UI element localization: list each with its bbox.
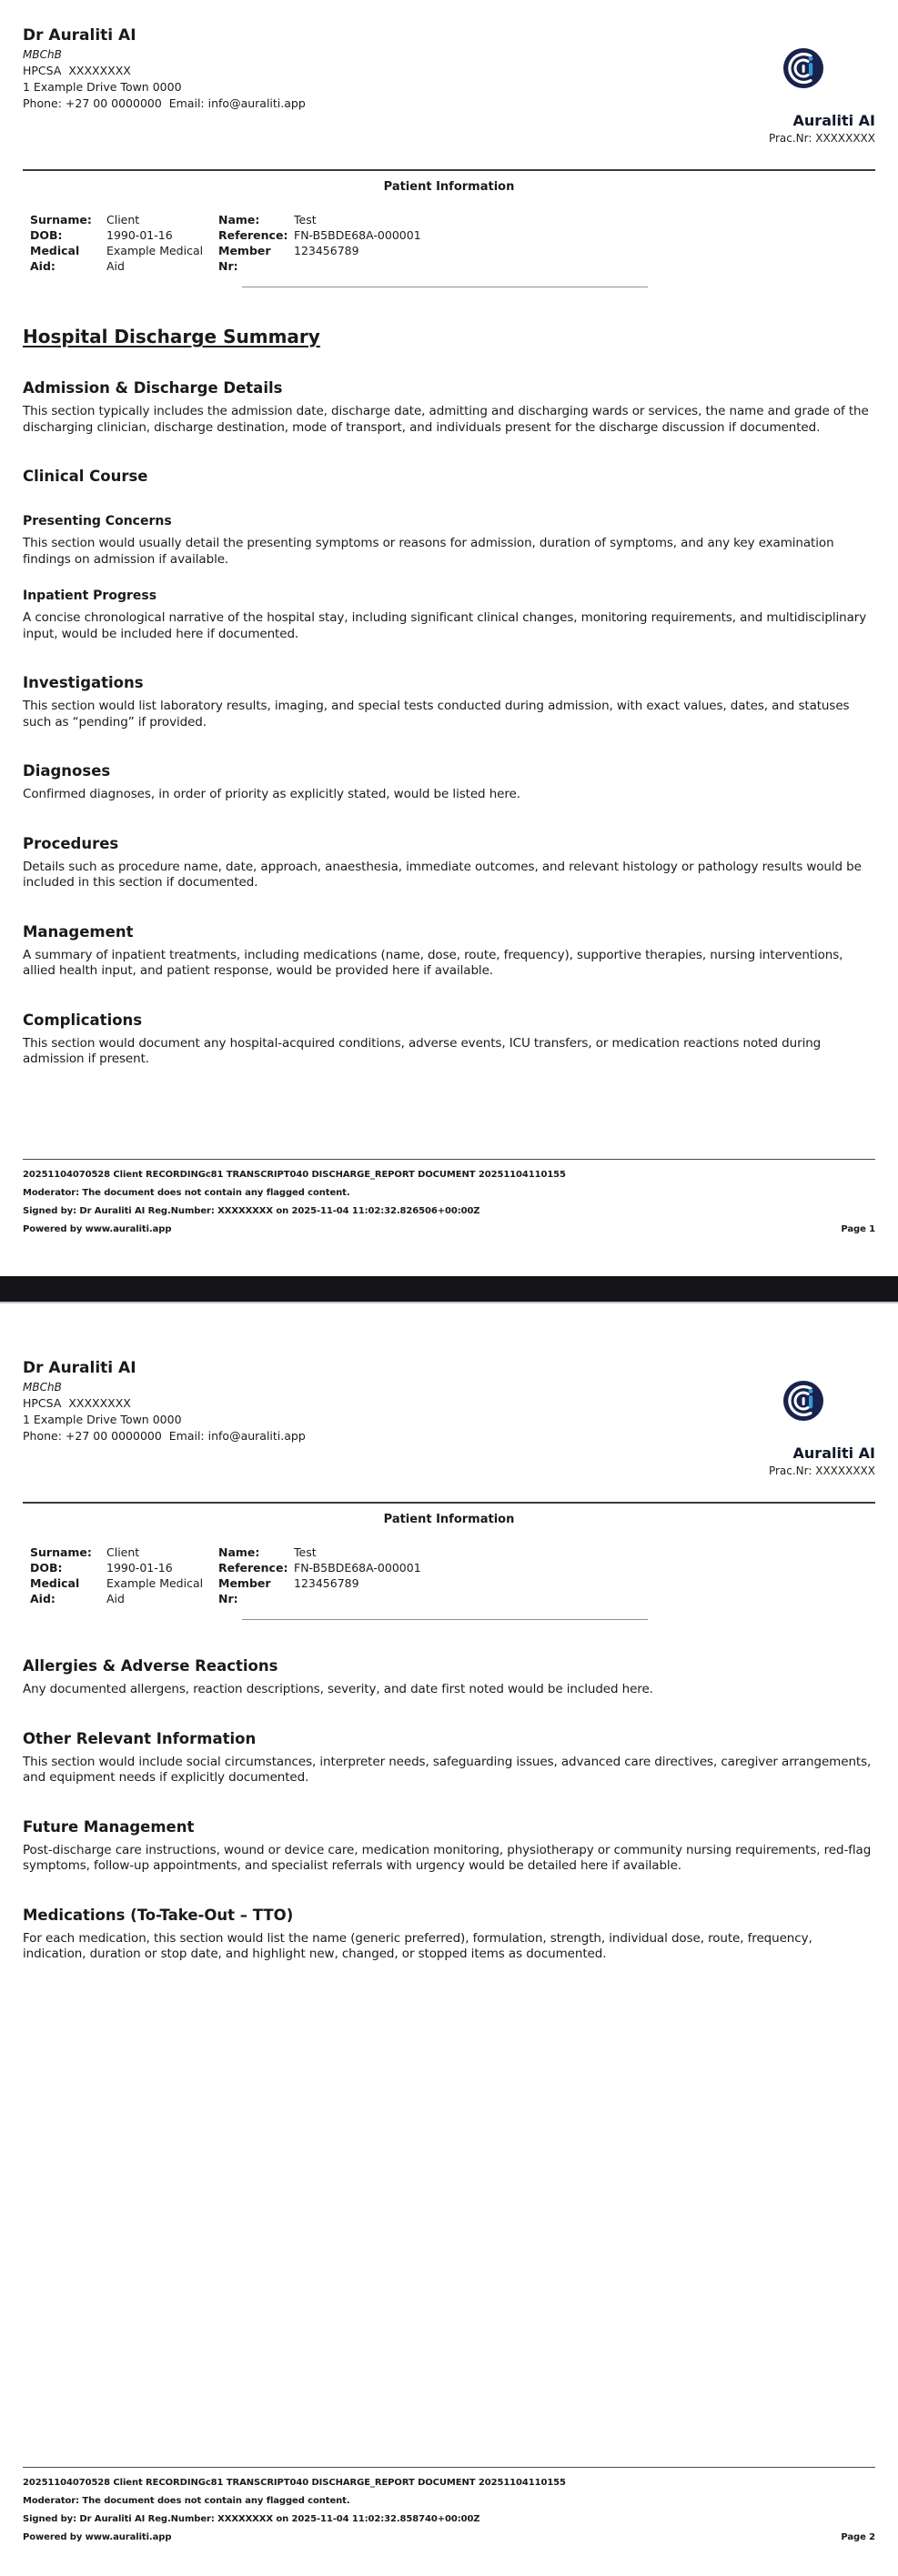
section-body: Details such as procedure name, date, approach, anaesthesia, immediate outcomes, and relevant histology or pathology results would be included in this section if documented.: [23, 859, 862, 890]
section-investigations: [23, 673, 875, 730]
section-diagnoses: [23, 761, 875, 803]
section-body: A summary of inpatient treatments, including medications (name, dose, route, frequency), supportive therapies, nursing interventions, allied health input, and patient response, would be provided here if available.: [23, 947, 843, 978]
doctor-registration: HPCSA XXXXXXXX: [23, 64, 131, 77]
patient-info-table: [23, 212, 875, 274]
section-body: Post-discharge care instructions, wound or device care, medication monitoring, physiotherapy or community nursing requirements, red-flag symptoms, follow-up appointments, and specialist referrals with urgency would be detailed here if available.: [23, 1842, 872, 1873]
page-footer: [23, 1159, 875, 1235]
section-heading: Inpatient Progress: [23, 589, 157, 603]
section-body: Any documented allergens, reaction descriptions, severity, and date first noted would be included here.: [23, 1682, 653, 1696]
footer-signed-by: Signed by: Dr Auraliti AI Reg.Number: XXXXXXXX on 2025-11-04 11:02:32.826506+00:00Z: [23, 1206, 480, 1216]
patient-membernr-label: Member Nr:: [218, 1576, 271, 1605]
patient-medicalaid-value: Example Medical Aid: [106, 244, 204, 273]
section-management: [23, 922, 875, 980]
patient-reference-label: Reference:: [218, 228, 288, 242]
patient-dob-value: 1990-01-16: [106, 228, 173, 242]
section-heading: Diagnoses: [23, 762, 111, 780]
brand-name: Auraliti AI: [792, 112, 875, 129]
section-heading: Procedures: [23, 834, 119, 852]
patient-reference-label: Reference:: [218, 1561, 288, 1575]
patient-name-value: Test: [294, 213, 317, 226]
patient-dob-value: 1990-01-16: [106, 1561, 173, 1575]
section-other-relevant-information: [23, 1729, 875, 1786]
section-future-management: [23, 1817, 875, 1875]
section-body: For each medication, this section would list the name (generic preferred), formulation, strength, individual dose, route, frequency, indication, duration or stop date, and highlight new, changed, or stopped items as documented.: [23, 1930, 812, 1961]
letterhead: [23, 25, 875, 144]
patient-dob-label: DOB:: [30, 228, 63, 242]
header-divider: [23, 169, 875, 171]
footer-powered-by: Powered by www.auraliti.app: [23, 2532, 172, 2542]
practice-number: Prac.Nr: XXXXXXXX: [768, 132, 875, 145]
patient-name-label: Name:: [218, 1545, 260, 1559]
auraliti-logo-icon: [782, 47, 824, 89]
footer-signed-by: Signed by: Dr Auraliti AI Reg.Number: XXXXXXXX on 2025-11-04 11:02:32.858740+00:00Z: [23, 2514, 480, 2524]
section-heading: Future Management: [23, 1817, 195, 1836]
section-heading: Complications: [23, 1011, 143, 1029]
section-heading: Management: [23, 922, 134, 941]
section-body: A concise chronological narrative of the hospital stay, including significant clinical changes, monitoring requirements, and multidisciplinary input, would be included here if documented.: [23, 610, 867, 641]
brand-block: [769, 1380, 875, 1478]
section-heading: Investigations: [23, 674, 144, 691]
section-heading: Clinical Course: [23, 468, 148, 485]
auraliti-logo-icon: [782, 1380, 824, 1422]
patient-name-value: Test: [294, 1545, 317, 1559]
section-presenting-concerns: [23, 513, 875, 568]
patient-name-label: Name:: [218, 213, 260, 226]
section-heading: Admission & Discharge Details: [23, 379, 283, 397]
patient-reference-value: FN-B5BDE68A-000001: [294, 228, 421, 242]
practice-contact: Phone: +27 00 0000000 Email: info@auraliti.app: [23, 1429, 306, 1443]
patient-membernr-value: 123456789: [294, 244, 359, 257]
patient-medicalaid-value: Example Medical Aid: [106, 1576, 204, 1605]
practice-address: 1 Example Drive Town 0000: [23, 1413, 182, 1426]
footer-page-number: Page 2: [841, 2532, 875, 2542]
patient-info-title: Patient Information: [383, 180, 515, 194]
section-body: Confirmed diagnoses, in order of priority as explicitly stated, would be listed here.: [23, 787, 520, 801]
doctor-name: Dr Auraliti AI: [23, 26, 136, 45]
patient-membernr-value: 123456789: [294, 1576, 359, 1590]
patient-info-divider: [242, 1619, 648, 1620]
patient-membernr-label: Member Nr:: [218, 244, 271, 273]
page-1: [0, 0, 898, 1276]
footer-page-number: Page 1: [841, 1224, 875, 1234]
footer-document-reference: 20251104070528 Client RECORDINGc81 TRANSCRIPT040 DISCHARGE_REPORT DOCUMENT 20251104110155: [23, 1170, 566, 1180]
patient-info-table: [23, 1545, 875, 1606]
doctor-qualification: MBChB: [23, 1381, 62, 1394]
section-body: This section would include social circumstances, interpreter needs, safeguarding issues, advanced care directives, caregiver arrangements, and equipment needs if explicitly documented.: [23, 1754, 872, 1785]
footer-powered-by: Powered by www.auraliti.app: [23, 1224, 172, 1234]
section-heading: Other Relevant Information: [23, 1729, 257, 1747]
section-body: This section would document any hospital-acquired conditions, adverse events, ICU transfers, or medication reactions noted during admission if present.: [23, 1035, 822, 1066]
document-title: Hospital Discharge Summary: [23, 326, 320, 347]
page-footer: [23, 2467, 875, 2543]
patient-medicalaid-label: Medical Aid:: [30, 244, 80, 273]
brand-block: [769, 47, 875, 146]
section-heading: Medications (To-Take-Out – TTO): [23, 1906, 294, 1924]
practice-address: 1 Example Drive Town 0000: [23, 80, 182, 94]
section-heading: Presenting Concerns: [23, 514, 172, 528]
footer-document-reference: 20251104070528 Client RECORDINGc81 TRANSCRIPT040 DISCHARGE_REPORT DOCUMENT 20251104110155: [23, 2478, 566, 2488]
page-break-band: [0, 1276, 898, 1303]
patient-medicalaid-label: Medical Aid:: [30, 1576, 80, 1605]
footer-moderator-note: Moderator: The document does not contain any flagged content.: [23, 1188, 350, 1198]
section-allergies-adverse-reactions: [23, 1656, 875, 1698]
section-clinical-course: [23, 467, 875, 486]
doctor-qualification: MBChB: [23, 48, 62, 61]
section-admission-discharge-details: [23, 378, 875, 436]
section-body: This section would list laboratory results, imaging, and special tests conducted during admission, with exact values, dates, and statuses such as “pending” if provided.: [23, 699, 850, 730]
patient-surname-value: Client: [106, 213, 140, 226]
section-procedures: [23, 834, 875, 891]
section-heading: Allergies & Adverse Reactions: [23, 1657, 278, 1675]
patient-surname-value: Client: [106, 1545, 140, 1559]
doctor-name: Dr Auraliti AI: [23, 1359, 136, 1377]
patient-dob-label: DOB:: [30, 1561, 63, 1575]
section-body: This section would usually detail the presenting symptoms or reasons for admission, duration of symptoms, and any key examination findings on admission if available.: [23, 536, 834, 567]
doctor-registration: HPCSA XXXXXXXX: [23, 1396, 131, 1410]
brand-name: Auraliti AI: [792, 1444, 875, 1462]
practice-number: Prac.Nr: XXXXXXXX: [768, 1464, 875, 1477]
footer-moderator-note: Moderator: The document does not contain any flagged content.: [23, 2496, 350, 2506]
section-medications-tto: [23, 1906, 875, 1963]
section-complications: [23, 1011, 875, 1068]
patient-surname-label: Surname:: [30, 213, 92, 226]
patient-surname-label: Surname:: [30, 1545, 92, 1559]
letterhead: [23, 1358, 875, 1476]
page-2: [0, 1303, 898, 2574]
section-body: This section typically includes the admission date, discharge date, admitting and discharging wards or services, the name and grade of the discharging clinician, discharge destination, mode of transport, and individuals present for the discharge discussion if documented.: [23, 404, 869, 435]
section-inpatient-progress: [23, 588, 875, 642]
patient-info-title: Patient Information: [383, 1513, 515, 1526]
practice-contact: Phone: +27 00 0000000 Email: info@auraliti.app: [23, 96, 306, 110]
header-divider: [23, 1502, 875, 1504]
patient-reference-value: FN-B5BDE68A-000001: [294, 1561, 421, 1575]
